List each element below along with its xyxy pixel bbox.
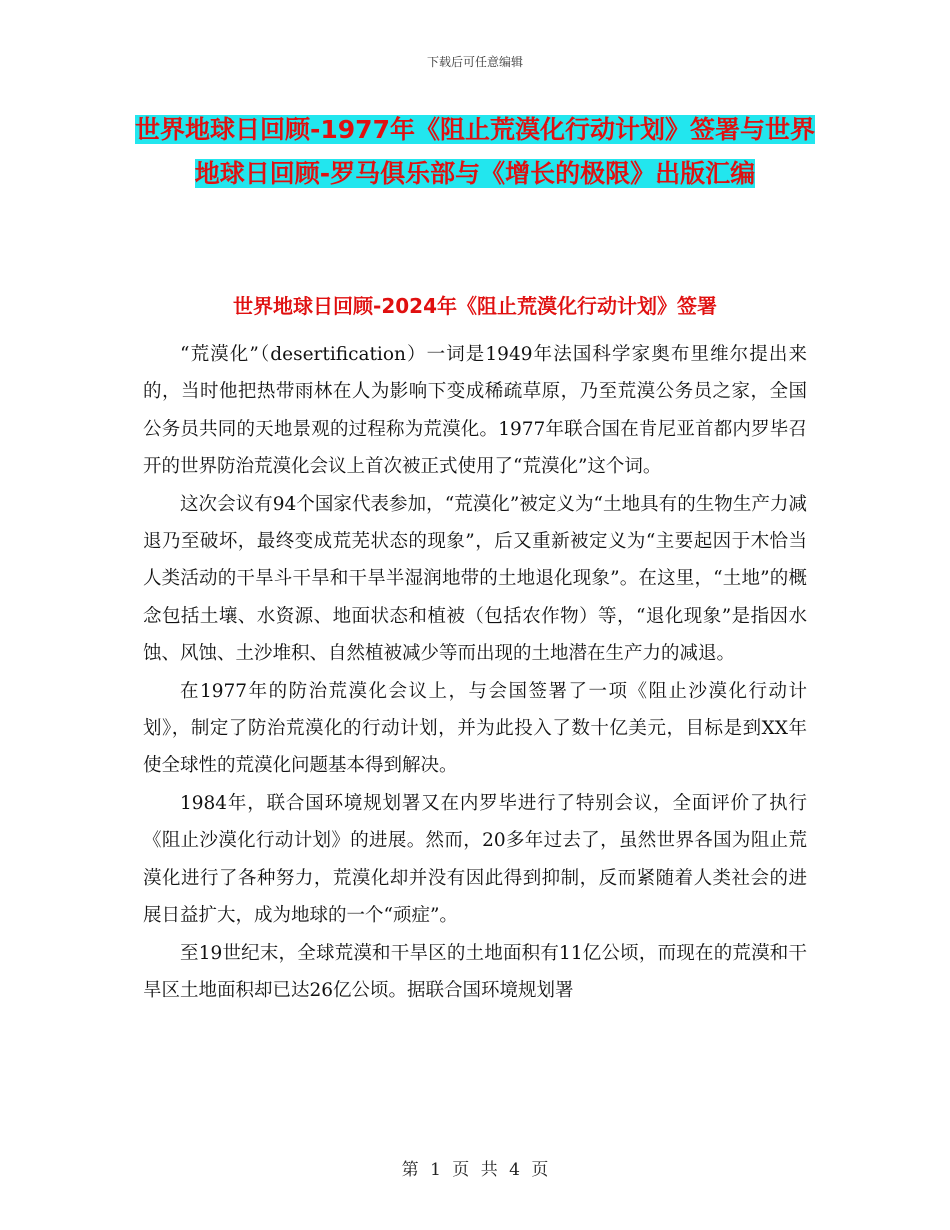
header-note: 下载后可任意编辑 xyxy=(426,55,523,69)
page-number: 第 1 页 共 4 页 xyxy=(401,1160,549,1180)
document-title xyxy=(130,108,820,196)
body-text xyxy=(143,336,807,1009)
paragraph: 1984年，联合国环境规划署又在内罗毕进行了特别会议，全面评价了执行《阻止沙漠化行动计划》的进展。然而，20多年过去了，虽然世界各国为阻止荒漠化进行了各种努力，荒漠化却并没有因此得到抑制，反而紧随着人类社会的进展日益扩大，成为地球的一个“顽症”。 xyxy=(143,792,807,927)
document-title-text: 世界地球日回顾-1977年《阻止荒漠化行动计划》签署与世界地球日回顾-罗马俱乐部与《增长的极限》出版汇编 xyxy=(135,115,815,188)
paragraph: 在1977年的防治荒漠化会议上，与会国签署了一项《阻止沙漠化行动计划》，制定了防治荒漠化的行动计划，并为此投入了数十亿美元，目标是到XX年使全球性的荒漠化问题基本得到解决。 xyxy=(143,680,807,777)
section-title: 世界地球日回顾-2024年《阻止荒漠化行动计划》签署 xyxy=(233,294,717,318)
paragraph: 这次会议有94个国家代表参加，“荒漠化”被定义为“土地具有的生物生产力减退乃至破坏，最终变成荒芜状态的现象”，后又重新被定义为“主要起因于木恰当人类活动的干旱斗干旱和干旱半湿润地带的土地退化现象”。在这里，“土地”的概念包括土壤、水资源、地面状态和植被（包括农作物）等，“退化现象”是指因水蚀、风蚀、土沙堆积、自然植被减少等而出现的土地潜在生产力的减退。 xyxy=(143,493,807,665)
paragraph: “荒漠化”（desertification）一词是1949年法国科学家奥布里维尔提出来的，当时他把热带雨林在人为影响下变成稀疏草原，乃至荒漠公务员之家，全国公务员共同的天地景观的过程称为荒漠化。1977年联合国在肯尼亚首都内罗毕召开的世界防治荒漠化会议上首次被正式使用了“荒漠化”这个词。 xyxy=(143,344,807,478)
paragraph: 至19世纪末，全球荒漠和干旱区的土地面积有11亿公顷，而现在的荒漠和干旱区土地面积却已达26亿公顷。据联合国环境规划署 xyxy=(143,942,807,1001)
